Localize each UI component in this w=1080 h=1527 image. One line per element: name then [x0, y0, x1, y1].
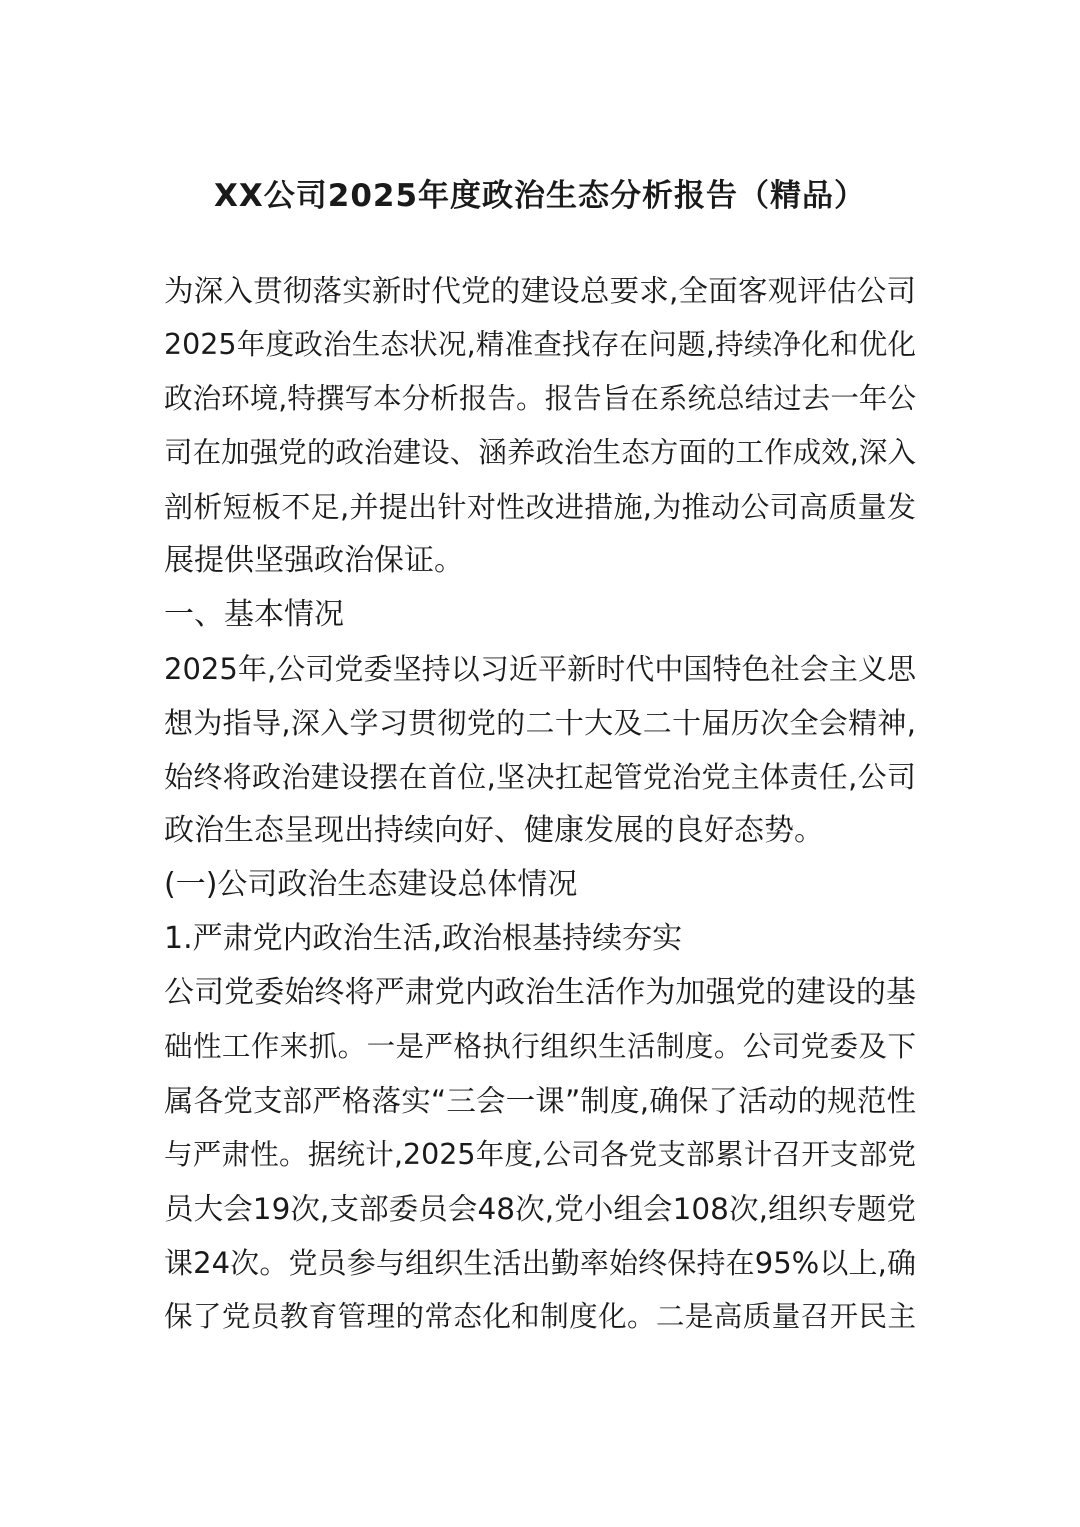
paragraph-line: 剖析短板不足,并提出针对性改进措施,为推动公司高质量发	[164, 490, 916, 524]
paragraph-line: 2025年度政治生态状况,精准查找存在问题,持续净化和优化	[164, 328, 916, 361]
document-body	[164, 264, 916, 1344]
paragraph-line: 属各党支部严格落实“三会一课”制度,确保了活动的规范性	[164, 1084, 916, 1118]
paragraph-line: 课24次。党员参与组织生活出勤率始终保持在95%以上,确	[164, 1246, 916, 1280]
paragraph-line: 展提供坚强政治保证。	[164, 543, 464, 578]
paragraph-line: 为深入贯彻落实新时代党的建设总要求,全面客观评估公司	[164, 274, 916, 308]
paragraph-line: 础性工作来抓。一是严格执行组织生活制度。公司党委及下	[164, 1030, 916, 1063]
paragraph-line: 始终将政治建设摆在首位,坚决扛起管党治党主体责任,公司	[164, 760, 916, 794]
paragraph-line: 保了党员教育管理的常态化和制度化。二是高质量召开民主	[164, 1300, 916, 1333]
document-title: XX公司2025年度政治生态分析报告（精品）	[213, 178, 867, 214]
paragraph-line: 想为指导,深入学习贯彻党的二十大及二十届历次全会精神,	[164, 706, 916, 740]
paragraph-line: 司在加强党的政治建设、涵养政治生态方面的工作成效,深入	[164, 436, 916, 469]
paragraph-line: 公司党委始终将严肃党内政治生活作为加强党的建设的基	[164, 975, 916, 1010]
subsection-heading: (一)公司政治生态建设总体情况	[164, 867, 578, 902]
paragraph-line: 2025年,公司党委坚持以习近平新时代中国特色社会主义思	[164, 652, 916, 686]
paragraph-line: 与严肃性。据统计,2025年度,公司各党支部累计召开支部党	[164, 1138, 916, 1171]
paragraph-line: 政治环境,特撰写本分析报告。报告旨在系统总结过去一年公	[164, 382, 916, 415]
paragraph-line: 政治生态呈现出持续向好、健康发展的良好态势。	[164, 813, 824, 848]
section-heading: 一、基本情况	[164, 597, 344, 632]
subsection-heading: 1.严肃党内政治生活,政治根基持续夯实	[164, 921, 683, 956]
paragraph-line: 员大会19次,支部委员会48次,党小组会108次,组织专题党	[164, 1192, 916, 1226]
